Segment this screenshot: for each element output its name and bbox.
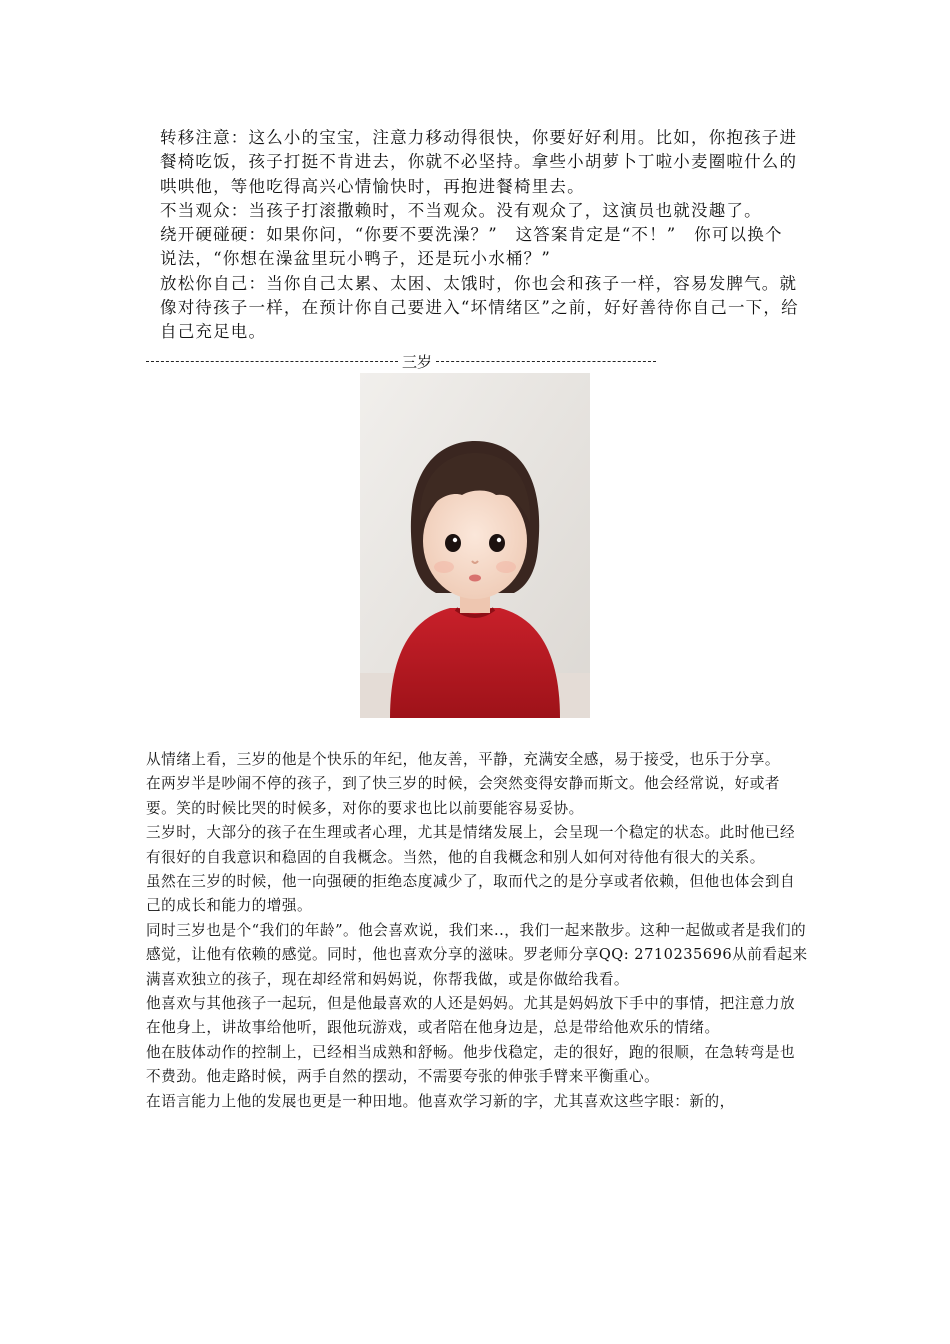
paragraph-stable-state: 三岁时，大部分的孩子在生理或者心理，尤其是情绪发展上，会呈现一个稳定的状态。此时他已经有很好的自我意识和稳固的自我概念。当然，他的自我概念和别人如何对待他有很大的关系。 bbox=[146, 824, 796, 866]
divider-line-right bbox=[436, 361, 656, 362]
body-text-block bbox=[146, 748, 810, 1114]
toddler-photo bbox=[360, 373, 590, 718]
paragraph-motor-control: 他在肢体动作的控制上，已经相当成熟和舒畅。他步伐稳定，走的很好，跑的很顺，在急转弯是也不费劲。他走路时候，两手自然的摆动，不需要夸张的伸张手臂来平衡重心。 bbox=[146, 1043, 796, 1086]
paragraph-no-audience: 不当观众：当孩子打滚撒赖时，不当观众。没有观众了，这演员也就没趣了。 bbox=[160, 200, 762, 220]
section-title: 三岁 bbox=[402, 352, 433, 371]
top-text-block bbox=[160, 126, 800, 345]
paragraph-avoid-confrontation: 绕开硬碰硬：如果你问，“你要不要洗澡？” 这答案肯定是“不！” 你可以换个说法，“你想在澡盆里玩小鸭子，还是玩小水桶？” bbox=[160, 225, 783, 269]
section-divider bbox=[146, 351, 666, 371]
paragraph-language: 在语言能力上他的发展也更是一种田地。他喜欢学习新的字，尤其喜欢这些字眼：新的， bbox=[146, 1092, 735, 1110]
paragraph-two-and-half: 在两岁半是吵闹不停的孩子，到了快三岁的时候，会突然变得安静而斯文。他会经常说，好或者要。笑的时候比哭的时候多，对你的要求也比以前要能容易妥协。 bbox=[146, 775, 780, 817]
paragraph-emotion: 从情绪上看，三岁的他是个快乐的年纪，他友善，平静，充满安全感，易于接受，也乐于分享。 bbox=[146, 751, 780, 768]
paragraph-shift-attention: 转移注意：这么小的宝宝，注意力移动得很快，你要好好利用。比如，你抱孩子进餐椅吃饭，孩子打挺不肯进去，你就不必坚持。拿些小胡萝卜丁啦小麦圈啦什么的哄哄他，等他吃得高兴心情愉快时，再抱进餐椅里去。 bbox=[160, 128, 798, 196]
paragraph-less-refusal: 虽然在三岁的时候，他一向强硬的拒绝态度减少了，取而代之的是分享或者依赖，但他也体会到自己的成长和能力的增强。 bbox=[146, 873, 796, 915]
paragraph-relax-yourself: 放松你自己：当你自己太累、太困、太饿时，你也会和孩子一样，容易发脾气。就像对待孩子一样，在预计你自己要进入“坏情绪区”之前，好好善待你自己一下，给自己充足电。 bbox=[160, 273, 799, 342]
paragraph-likes-mom: 他喜欢与其他孩子一起玩，但是他最喜欢的人还是妈妈。尤其是妈妈放下手中的事情，把注意力放在他身上，讲故事给他听，跟他玩游戏，或者陪在他身边是，总是带给他欢乐的情绪。 bbox=[146, 995, 796, 1037]
toddler-illustration bbox=[360, 373, 590, 718]
paragraph-our-age: 同时三岁也是个“我们的年龄”。他会喜欢说，我们来..，我们一起来散步。这种一起做或者是我们的感觉，让他有依赖的感觉。同时，他也喜欢分享的滋味。罗老师分享QQ: 2710235696从前看起来满喜欢独立的孩子，现在却经常和妈妈说，你帮我做，或是你做给我看。 bbox=[146, 921, 808, 988]
divider-line-left bbox=[146, 361, 398, 362]
